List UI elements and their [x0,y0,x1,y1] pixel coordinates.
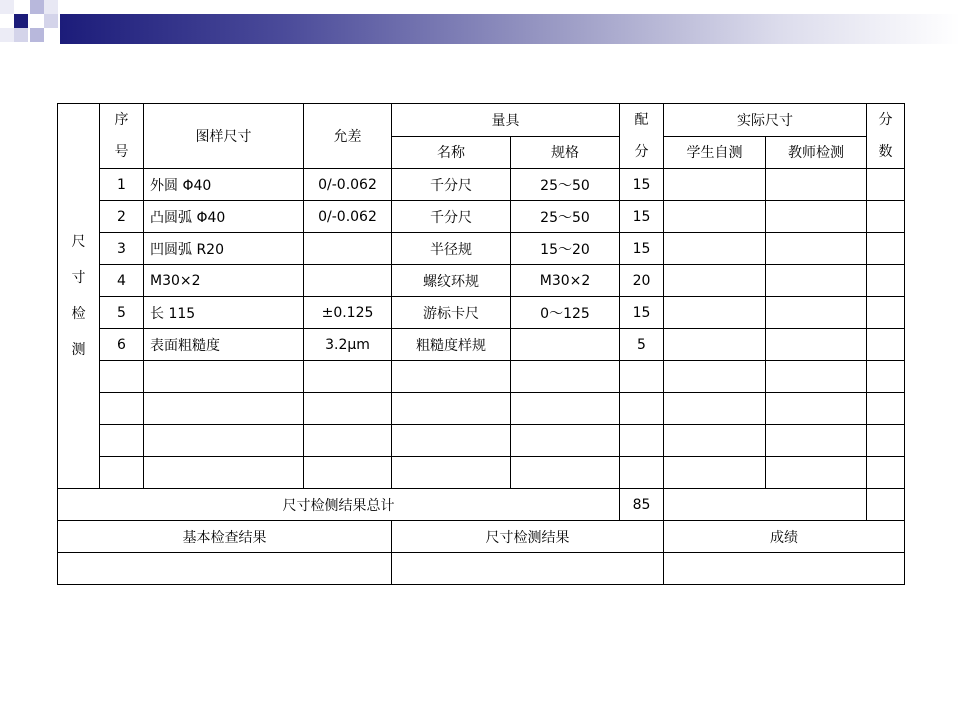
header-student-measure: 学生自测 [664,136,766,169]
header-gauge: 量具 [392,104,620,137]
decor-square [44,14,58,28]
header-actual-size: 实际尺寸 [664,104,867,137]
basic-check-label: 基本检查结果 [58,521,392,553]
table-row [58,201,905,233]
student-measure-cell[interactable] [664,233,766,265]
header-drawing-size: 图样尺寸 [144,104,304,169]
total-points: 85 [620,489,664,521]
seq-cell: 4 [100,265,144,297]
size-cell: 长 115 [144,297,304,329]
decor-square [0,28,14,42]
header-teacher-check: 教师检测 [766,136,867,169]
header-seq: 序 号 [100,104,144,169]
header-row-1 [58,104,905,137]
gauge-spec-cell: M30×2 [511,265,620,297]
table-row [58,265,905,297]
tolerance-cell: ±0.125 [304,297,392,329]
gauge-name-cell: 游标卡尺 [392,297,511,329]
header-tolerance: 允差 [304,104,392,169]
points-cell: 5 [620,329,664,361]
decor-square [44,0,58,14]
empty-row [58,361,905,393]
header-gauge-spec: 规格 [511,136,620,169]
gauge-name-cell: 千分尺 [392,169,511,201]
inspection-table [57,103,905,585]
gauge-spec-cell: 25～50 [511,201,620,233]
decor-square [30,28,44,42]
student-measure-cell[interactable] [664,265,766,297]
grade-label: 成绩 [664,521,905,553]
tolerance-cell [304,233,392,265]
size-cell: M30×2 [144,265,304,297]
empty-row [58,393,905,425]
gauge-spec-cell [511,329,620,361]
empty-row [58,457,905,489]
decor-square [14,14,28,28]
basic-check-value[interactable] [58,553,392,585]
table-row [58,233,905,265]
size-check-label: 尺寸检测结果 [392,521,664,553]
points-cell: 15 [620,201,664,233]
size-cell: 凸圆弧 Φ40 [144,201,304,233]
gauge-name-cell: 螺纹环规 [392,265,511,297]
total-score-cell[interactable] [867,489,905,521]
seq-cell: 3 [100,233,144,265]
score-cell[interactable] [867,201,905,233]
student-measure-cell[interactable] [664,201,766,233]
summary-value-row [58,553,905,585]
score-cell[interactable] [867,169,905,201]
total-actual-cell[interactable] [664,489,867,521]
size-cell: 凹圆弧 R20 [144,233,304,265]
decor-square [0,0,14,14]
teacher-check-cell[interactable] [766,201,867,233]
points-cell: 15 [620,297,664,329]
seq-cell: 1 [100,169,144,201]
header-score: 分 数 [867,104,905,169]
table-row [58,297,905,329]
gauge-name-cell: 粗糙度样规 [392,329,511,361]
teacher-check-cell[interactable] [766,297,867,329]
teacher-check-cell[interactable] [766,169,867,201]
gauge-spec-cell: 0～125 [511,297,620,329]
seq-cell: 5 [100,297,144,329]
gauge-name-cell: 半径规 [392,233,511,265]
tolerance-cell: 0/-0.062 [304,169,392,201]
size-cell: 外圆 Φ40 [144,169,304,201]
score-cell[interactable] [867,329,905,361]
tolerance-cell [304,265,392,297]
empty-row [58,425,905,457]
points-cell: 15 [620,169,664,201]
points-cell: 20 [620,265,664,297]
header-gauge-name: 名称 [392,136,511,169]
score-cell[interactable] [867,265,905,297]
score-cell[interactable] [867,297,905,329]
total-row [58,489,905,521]
tolerance-cell: 0/-0.062 [304,201,392,233]
seq-cell: 6 [100,329,144,361]
teacher-check-cell[interactable] [766,265,867,297]
score-cell[interactable] [867,233,905,265]
section-label-cell: 尺 寸 检 测 [58,104,100,489]
table-row [58,169,905,201]
grade-value[interactable] [664,553,905,585]
size-cell: 表面粗糙度 [144,329,304,361]
seq-cell: 2 [100,201,144,233]
student-measure-cell[interactable] [664,329,766,361]
student-measure-cell[interactable] [664,169,766,201]
gauge-spec-cell: 25～50 [511,169,620,201]
teacher-check-cell[interactable] [766,329,867,361]
decor-square [14,28,28,42]
gauge-name-cell: 千分尺 [392,201,511,233]
summary-header-row [58,521,905,553]
decor-square [30,0,44,14]
total-label: 尺寸检侧结果总计 [58,489,620,521]
points-cell: 15 [620,233,664,265]
teacher-check-cell[interactable] [766,233,867,265]
header-points: 配 分 [620,104,664,169]
header-gradient-bar [60,14,960,44]
size-check-value[interactable] [392,553,664,585]
tolerance-cell: 3.2μm [304,329,392,361]
table-row [58,329,905,361]
gauge-spec-cell: 15～20 [511,233,620,265]
student-measure-cell[interactable] [664,297,766,329]
